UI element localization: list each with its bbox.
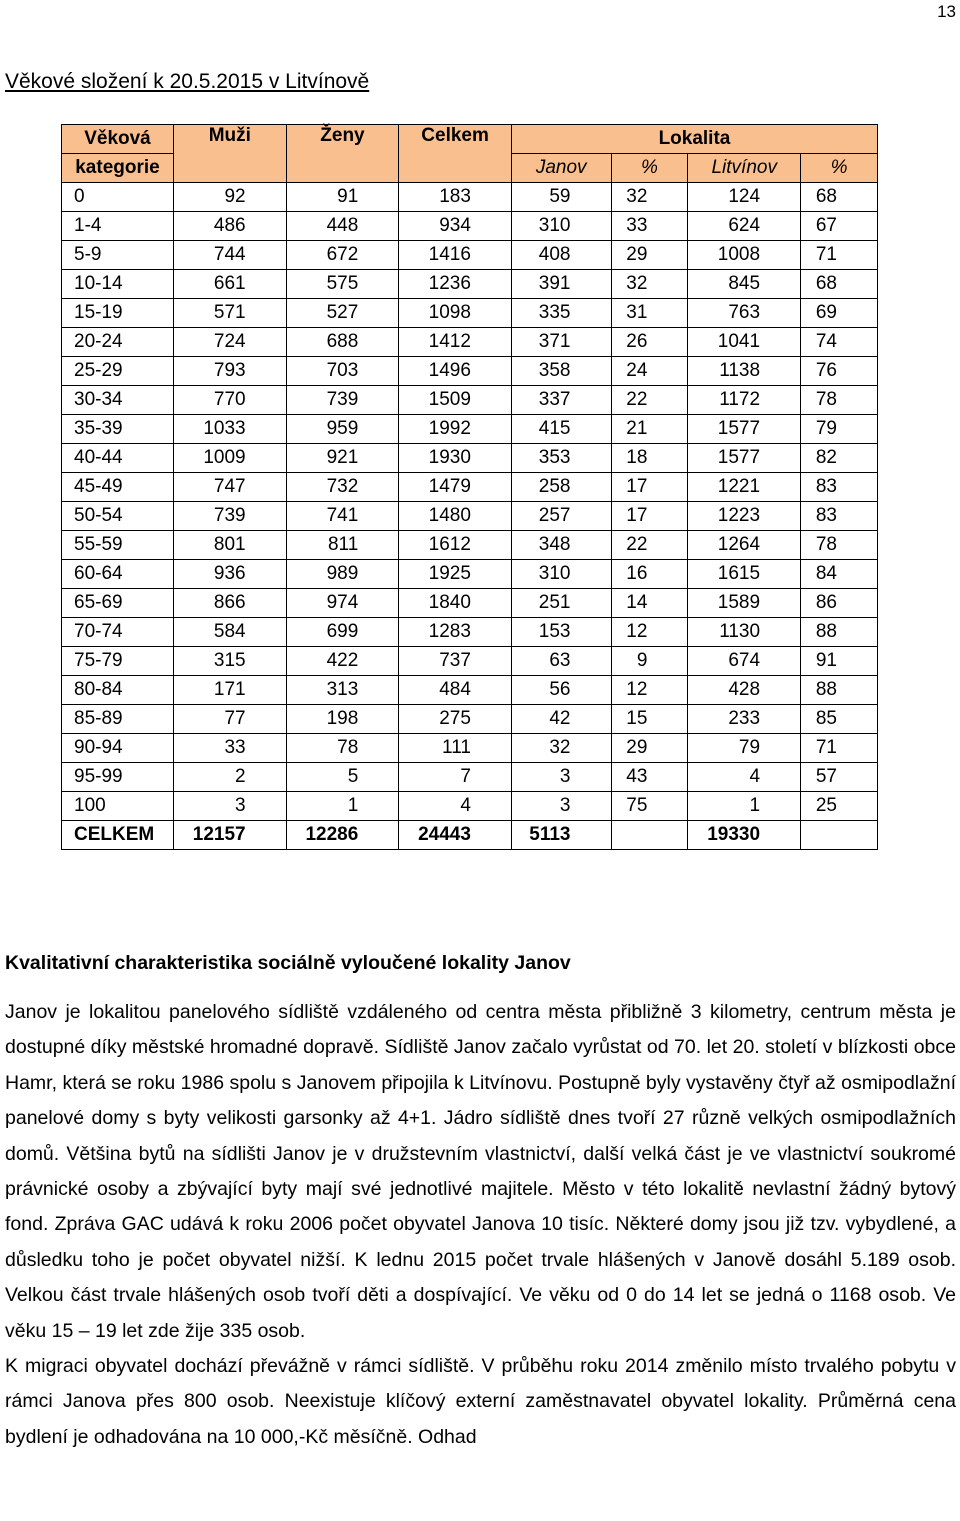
cell-men: 661 — [173, 270, 286, 299]
cell-category: 25-29 — [62, 357, 174, 386]
cell-janov: 358 — [511, 357, 611, 386]
cell-janov: 258 — [511, 473, 611, 502]
cell-category: 85-89 — [62, 705, 174, 734]
cell-men: 866 — [173, 589, 286, 618]
cell-category: 10-14 — [62, 270, 174, 299]
cell-men: 744 — [173, 241, 286, 270]
cell-janov: 257 — [511, 502, 611, 531]
cell-total: 1416 — [399, 241, 512, 270]
cell-janov: 310 — [511, 212, 611, 241]
cell-men: 2 — [173, 763, 286, 792]
cell-men: 92 — [173, 183, 286, 212]
cell-category: 15-19 — [62, 299, 174, 328]
cell-women: 78 — [286, 734, 399, 763]
cell-janov-percent: 29 — [611, 734, 688, 763]
cell-women: 811 — [286, 531, 399, 560]
cell-total: 1992 — [399, 415, 512, 444]
cell-janov: 3 — [511, 792, 611, 821]
cell-total: 934 — [399, 212, 512, 241]
cell-women: 12286 — [286, 821, 399, 850]
cell-total: 1283 — [399, 618, 512, 647]
cell-category: 100 — [62, 792, 174, 821]
cell-litvinov-percent: 84 — [801, 560, 878, 589]
cell-litvinov: 1577 — [688, 444, 801, 473]
cell-janov: 3 — [511, 763, 611, 792]
cell-janov-percent: 12 — [611, 618, 688, 647]
cell-women: 699 — [286, 618, 399, 647]
cell-litvinov-percent: 88 — [801, 676, 878, 705]
cell-janov: 348 — [511, 531, 611, 560]
cell-janov-percent: 75 — [611, 792, 688, 821]
cell-litvinov: 1008 — [688, 241, 801, 270]
cell-women: 741 — [286, 502, 399, 531]
cell-janov-percent: 29 — [611, 241, 688, 270]
cell-litvinov-percent: 82 — [801, 444, 878, 473]
cell-litvinov: 1138 — [688, 357, 801, 386]
cell-litvinov-percent: 57 — [801, 763, 878, 792]
cell-litvinov-percent: 71 — [801, 241, 878, 270]
cell-total: 7 — [399, 763, 512, 792]
cell-women: 5 — [286, 763, 399, 792]
cell-janov: 59 — [511, 183, 611, 212]
table-row — [62, 618, 878, 647]
cell-janov: 415 — [511, 415, 611, 444]
cell-janov: 408 — [511, 241, 611, 270]
cell-litvinov-percent — [801, 821, 878, 850]
cell-total: 111 — [399, 734, 512, 763]
cell-litvinov: 763 — [688, 299, 801, 328]
table-row — [62, 473, 878, 502]
cell-janov: 335 — [511, 299, 611, 328]
cell-total: 1930 — [399, 444, 512, 473]
table-row — [62, 386, 878, 415]
cell-litvinov-percent: 78 — [801, 531, 878, 560]
table-row — [62, 560, 878, 589]
cell-janov: 32 — [511, 734, 611, 763]
age-structure-table — [61, 124, 878, 850]
table-row — [62, 502, 878, 531]
cell-litvinov: 1 — [688, 792, 801, 821]
table-row — [62, 705, 878, 734]
cell-category: 0 — [62, 183, 174, 212]
header-category-line1: Věková — [62, 125, 174, 154]
cell-janov-percent: 43 — [611, 763, 688, 792]
header-locality: Lokalita — [511, 125, 877, 154]
cell-men: 770 — [173, 386, 286, 415]
cell-total: 1612 — [399, 531, 512, 560]
cell-litvinov-percent: 83 — [801, 473, 878, 502]
cell-total: 1496 — [399, 357, 512, 386]
cell-litvinov-percent: 91 — [801, 647, 878, 676]
cell-janov-percent: 24 — [611, 357, 688, 386]
cell-category: CELKEM — [62, 821, 174, 850]
cell-litvinov: 79 — [688, 734, 801, 763]
cell-men: 12157 — [173, 821, 286, 850]
table-row — [62, 270, 878, 299]
cell-janov-percent: 31 — [611, 299, 688, 328]
cell-litvinov-percent: 68 — [801, 183, 878, 212]
cell-category: 55-59 — [62, 531, 174, 560]
table-row — [62, 531, 878, 560]
table-row — [62, 444, 878, 473]
cell-litvinov-percent: 83 — [801, 502, 878, 531]
table-total-row — [62, 821, 878, 850]
cell-total: 1098 — [399, 299, 512, 328]
page-number: 13 — [937, 2, 956, 21]
table-row — [62, 589, 878, 618]
cell-men: 584 — [173, 618, 286, 647]
cell-men: 747 — [173, 473, 286, 502]
cell-litvinov: 19330 — [688, 821, 801, 850]
cell-category: 70-74 — [62, 618, 174, 647]
cell-category: 5-9 — [62, 241, 174, 270]
cell-janov-percent: 16 — [611, 560, 688, 589]
cell-janov: 371 — [511, 328, 611, 357]
header-janov-percent: % — [611, 154, 688, 183]
cell-janov-percent: 32 — [611, 270, 688, 299]
cell-janov-percent: 22 — [611, 531, 688, 560]
cell-janov: 251 — [511, 589, 611, 618]
table-row — [62, 241, 878, 270]
cell-total: 1509 — [399, 386, 512, 415]
cell-litvinov-percent: 79 — [801, 415, 878, 444]
cell-janov-percent: 9 — [611, 647, 688, 676]
cell-litvinov-percent: 78 — [801, 386, 878, 415]
cell-janov-percent: 17 — [611, 473, 688, 502]
cell-total: 1412 — [399, 328, 512, 357]
cell-women: 575 — [286, 270, 399, 299]
header-janov: Janov — [511, 154, 611, 183]
cell-women: 959 — [286, 415, 399, 444]
cell-litvinov: 1589 — [688, 589, 801, 618]
cell-litvinov-percent: 71 — [801, 734, 878, 763]
cell-category: 20-24 — [62, 328, 174, 357]
table-row — [62, 676, 878, 705]
cell-litvinov: 124 — [688, 183, 801, 212]
cell-men: 724 — [173, 328, 286, 357]
cell-men: 171 — [173, 676, 286, 705]
cell-total: 183 — [399, 183, 512, 212]
cell-category: 80-84 — [62, 676, 174, 705]
cell-litvinov: 4 — [688, 763, 801, 792]
cell-janov-percent: 33 — [611, 212, 688, 241]
cell-litvinov-percent: 67 — [801, 212, 878, 241]
cell-janov-percent: 14 — [611, 589, 688, 618]
cell-total: 1925 — [399, 560, 512, 589]
cell-men: 315 — [173, 647, 286, 676]
cell-women: 448 — [286, 212, 399, 241]
cell-total: 1236 — [399, 270, 512, 299]
cell-janov: 310 — [511, 560, 611, 589]
cell-janov-percent: 12 — [611, 676, 688, 705]
cell-women: 688 — [286, 328, 399, 357]
cell-women: 1 — [286, 792, 399, 821]
paragraph: K migraci obyvatel dochází převážně v rámci sídliště. V průběhu roku 2014 změnilo místo trvalého pobytu v rámci Janova přes 800 osob. Neexistuje klíčový externí zaměstnavatel obyvatel lokality. Průměrná cena bydlení je odhadována na 10 000,-Kč měsíčně. Odhad — [5, 1355, 956, 1448]
cell-janov-percent: 15 — [611, 705, 688, 734]
table-row — [62, 415, 878, 444]
cell-women: 739 — [286, 386, 399, 415]
cell-litvinov-percent: 85 — [801, 705, 878, 734]
cell-total: 1480 — [399, 502, 512, 531]
cell-women: 732 — [286, 473, 399, 502]
cell-category: 35-39 — [62, 415, 174, 444]
cell-total: 24443 — [399, 821, 512, 850]
table-row — [62, 212, 878, 241]
header-litvinov: Litvínov — [688, 154, 801, 183]
cell-total: 1479 — [399, 473, 512, 502]
cell-total: 4 — [399, 792, 512, 821]
cell-litvinov-percent: 25 — [801, 792, 878, 821]
cell-litvinov-percent: 88 — [801, 618, 878, 647]
cell-litvinov: 845 — [688, 270, 801, 299]
cell-women: 672 — [286, 241, 399, 270]
cell-janov: 337 — [511, 386, 611, 415]
cell-janov: 5113 — [511, 821, 611, 850]
cell-category: 90-94 — [62, 734, 174, 763]
header-women: Ženy — [286, 125, 399, 183]
cell-category: 1-4 — [62, 212, 174, 241]
cell-women: 974 — [286, 589, 399, 618]
cell-litvinov: 624 — [688, 212, 801, 241]
table-row — [62, 647, 878, 676]
cell-women: 313 — [286, 676, 399, 705]
cell-women: 703 — [286, 357, 399, 386]
table-row — [62, 734, 878, 763]
header-category-line2: kategorie — [62, 154, 174, 183]
cell-women: 921 — [286, 444, 399, 473]
table-row — [62, 183, 878, 212]
section-heading: Kvalitativní charakteristika sociálně vyloučené lokality Janov — [5, 952, 571, 974]
cell-men: 936 — [173, 560, 286, 589]
cell-litvinov: 428 — [688, 676, 801, 705]
cell-men: 571 — [173, 299, 286, 328]
cell-litvinov: 1577 — [688, 415, 801, 444]
cell-janov: 56 — [511, 676, 611, 705]
cell-total: 737 — [399, 647, 512, 676]
cell-men: 793 — [173, 357, 286, 386]
cell-janov: 153 — [511, 618, 611, 647]
table-row — [62, 357, 878, 386]
cell-janov-percent — [611, 821, 688, 850]
header-litvinov-percent: % — [801, 154, 878, 183]
cell-litvinov: 1130 — [688, 618, 801, 647]
table-row — [62, 328, 878, 357]
cell-litvinov-percent: 68 — [801, 270, 878, 299]
cell-category: 95-99 — [62, 763, 174, 792]
cell-men: 33 — [173, 734, 286, 763]
cell-litvinov-percent: 74 — [801, 328, 878, 357]
header-total: Celkem — [399, 125, 512, 183]
table-caption: Věkové složení k 20.5.2015 v Litvínově — [5, 70, 370, 93]
cell-men: 77 — [173, 705, 286, 734]
cell-janov: 353 — [511, 444, 611, 473]
cell-category: 75-79 — [62, 647, 174, 676]
cell-category: 45-49 — [62, 473, 174, 502]
table-body — [62, 183, 878, 850]
cell-women: 527 — [286, 299, 399, 328]
cell-men: 3 — [173, 792, 286, 821]
cell-janov-percent: 26 — [611, 328, 688, 357]
cell-men: 486 — [173, 212, 286, 241]
cell-litvinov: 1223 — [688, 502, 801, 531]
cell-janov: 391 — [511, 270, 611, 299]
cell-category: 40-44 — [62, 444, 174, 473]
cell-women: 989 — [286, 560, 399, 589]
cell-litvinov: 674 — [688, 647, 801, 676]
cell-total: 484 — [399, 676, 512, 705]
cell-litvinov: 1221 — [688, 473, 801, 502]
cell-men: 739 — [173, 502, 286, 531]
cell-litvinov: 1172 — [688, 386, 801, 415]
cell-women: 91 — [286, 183, 399, 212]
table-row — [62, 299, 878, 328]
cell-litvinov: 1615 — [688, 560, 801, 589]
cell-janov-percent: 32 — [611, 183, 688, 212]
table-header — [62, 125, 878, 183]
cell-janov-percent: 22 — [611, 386, 688, 415]
cell-category: 65-69 — [62, 589, 174, 618]
cell-janov-percent: 21 — [611, 415, 688, 444]
cell-category: 50-54 — [62, 502, 174, 531]
cell-janov-percent: 18 — [611, 444, 688, 473]
cell-litvinov: 1264 — [688, 531, 801, 560]
cell-men: 801 — [173, 531, 286, 560]
cell-men: 1009 — [173, 444, 286, 473]
cell-litvinov: 233 — [688, 705, 801, 734]
cell-janov-percent: 17 — [611, 502, 688, 531]
table-row — [62, 792, 878, 821]
cell-men: 1033 — [173, 415, 286, 444]
cell-category: 60-64 — [62, 560, 174, 589]
cell-total: 275 — [399, 705, 512, 734]
cell-janov: 63 — [511, 647, 611, 676]
cell-women: 198 — [286, 705, 399, 734]
cell-janov: 42 — [511, 705, 611, 734]
cell-women: 422 — [286, 647, 399, 676]
header-men: Muži — [173, 125, 286, 183]
table-row — [62, 763, 878, 792]
cell-litvinov: 1041 — [688, 328, 801, 357]
paragraph: Janov je lokalitou panelového sídliště vzdáleného od centra města přibližně 3 kilometry, centrum města je dostupné díky městské hromadné dopravě. Sídliště Janov začalo vyrůstat od 70. let 20. století v blízkosti obce Hamr, která se roku 1986 spolu s Janovem připojila k Litvínovu. Postupně byly vystavěny čtyř až osmipodlažní panelové domy s byty velikosti garsonky až 4+1. Jádro sídliště dnes tvoří 27 různě velkých osmipodlažních domů. Většina bytů na sídlišti Janov je v družstevním vlastnictví, další velká část je ve vlastnictví soukromé právnické osoby a zbývající byty mají své jednotlivé majitele. Město v této lokalitě nevlastní žádný bytový fond. Zpráva GAC udává k roku 2006 počet obyvatel Janova 10 tisíc. Některé domy jsou již tzv. vybydlené, a důsledku toho je počet obyvatel nižší. K lednu 2015 počet trvale hlášených v Janově dosáhl 5.189 osob. Velkou část trvale hlášených osob tvoří děti a dospívající. Ve věku od 0 do 14 let se jedná o 1168 osob. Ve věku 15 – 19 let zde žije 335 osob. — [5, 1001, 956, 1342]
cell-litvinov-percent: 76 — [801, 357, 878, 386]
cell-total: 1840 — [399, 589, 512, 618]
cell-category: 30-34 — [62, 386, 174, 415]
cell-litvinov-percent: 69 — [801, 299, 878, 328]
body-text — [5, 995, 956, 1455]
cell-litvinov-percent: 86 — [801, 589, 878, 618]
